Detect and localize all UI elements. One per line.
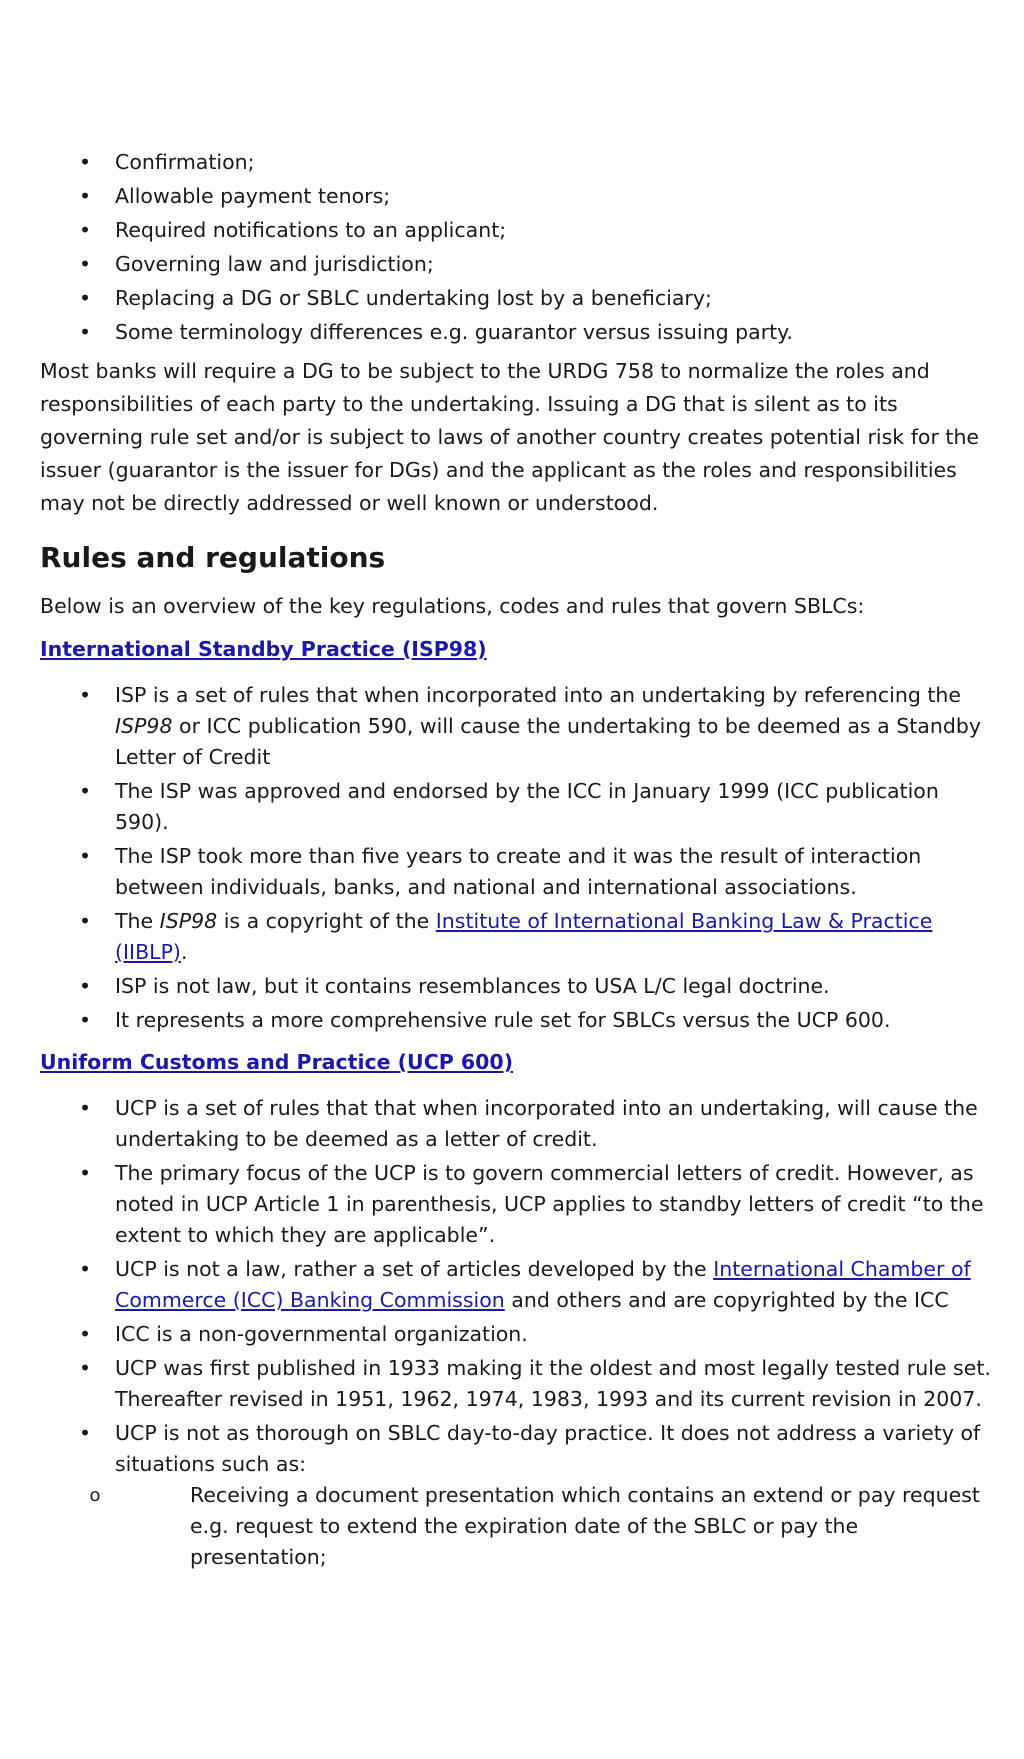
bullet-icon: • [78,779,92,803]
bullet-icon: • [78,252,92,276]
document-page [40,145,995,1576]
list-item: • UCP was first published in 1933 making it the oldest and most legally tested rule set. Thereafter revised in 1951, 1962, 1974, 1983, 1993 and its current revision in 2007. [40,1353,995,1415]
bullet-icon: • [78,184,92,208]
list-item: • UCP is not as thorough on SBLC day-to-day practice. It does not address a variety of situations such as: o Receiving a document presentation which contains an extend or pay request e.g. request to extend the expiration date of the SBLC or pay the presentation; [40,1418,995,1573]
isp-heading [40,633,995,666]
iiblp-link[interactable]: Institute of International Banking Law & Practice (IIBLP) [115,909,933,964]
bullet-icon: • [78,1322,92,1346]
ucp-list [40,1093,995,1573]
intro-text: Below is an overview of the key regulations, codes and rules that govern SBLCs: [40,594,865,618]
bullet-icon: • [78,320,92,344]
section-heading: Rules and regulations [40,541,386,574]
list-item: • Some terminology differences e.g. guarantor versus issuing party. [40,315,995,349]
list-item: • Confirmation; [40,145,995,179]
list-item: • ICC is a non-governmental organization. [40,1319,995,1350]
bullet-icon: • [78,844,92,868]
list-item: • Allowable payment tenors; [40,179,995,213]
list-item: • Required notifications to an applicant; [40,213,995,247]
sub-list-item: o Receiving a document presentation which contains an extend or pay request e.g. request to extend the expiration date of the SBLC or pay the presentation; [115,1480,995,1573]
bullet-icon: • [78,1161,92,1185]
list-item: • The ISP took more than five years to create and it was the result of interaction between individuals, banks, and national and international associations. [40,841,995,903]
bullet-icon: • [78,218,92,242]
list-item: • ISP is a set of rules that when incorporated into an undertaking by referencing the ISP98 or ICC publication 590, will cause the undertaking to be deemed as a Standby Letter of Credit [40,680,995,773]
bullet-icon: • [78,1421,92,1445]
isp-list [40,680,995,1036]
circle-bullet-icon: o [89,1485,101,1506]
list-item: • The primary focus of the UCP is to govern commercial letters of credit. However, as noted in UCP Article 1 in parenthesis, UCP applies to standby letters of credit “to the extent to which they are applicable”. [40,1158,995,1251]
requirements-list [40,145,995,349]
list-item: • UCP is a set of rules that that when incorporated into an undertaking, will cause the undertaking to be deemed as a letter of credit. [40,1093,995,1155]
list-item: • ISP is not law, but it contains resemblances to USA L/C legal doctrine. [40,971,995,1002]
bullet-icon: • [78,286,92,310]
list-item: • The ISP was approved and endorsed by the ICC in January 1999 (ICC publication 590). [40,776,995,838]
dg-paragraph: Most banks will require a DG to be subject to the URDG 758 to normalize the roles and responsibilities of each party to the undertaking. Issuing a DG that is silent as to its governing rule set and/or is subject to laws of another country creates potential risk for the issuer (guarantor is the issuer for DGs) and the applicant as the roles and responsibilities may not be directly addressed or well known or understood. [40,359,980,515]
list-item: • Governing law and jurisdiction; [40,247,995,281]
ucp-heading-link[interactable]: Uniform Customs and Practice (UCP 600) [40,1050,514,1074]
bullet-icon: • [78,1096,92,1120]
list-item: • The ISP98 is a copyright of the Institute of International Banking Law & Practice (IIBLP). [40,906,995,968]
bullet-icon: • [78,1356,92,1380]
bullet-icon: • [78,974,92,998]
bullet-icon: • [78,909,92,933]
list-item: • Replacing a DG or SBLC undertaking lost by a beneficiary; [40,281,995,315]
bullet-icon: • [78,150,92,174]
ucp-sub-list [89,1480,995,1573]
ucp-heading [40,1046,995,1079]
bullet-icon: • [78,1008,92,1032]
bullet-icon: • [78,683,92,707]
icc-banking-commission-link[interactable]: International Chamber of Commerce (ICC) Banking Commission [115,1257,971,1312]
list-item: • UCP is not a law, rather a set of articles developed by the International Chamber of Commerce (ICC) Banking Commission and others and are copyrighted by the ICC [40,1254,995,1316]
bullet-icon: • [78,1257,92,1281]
list-item: • It represents a more comprehensive rule set for SBLCs versus the UCP 600. [40,1005,995,1036]
isp-heading-link[interactable]: International Standby Practice (ISP98) [40,637,487,661]
